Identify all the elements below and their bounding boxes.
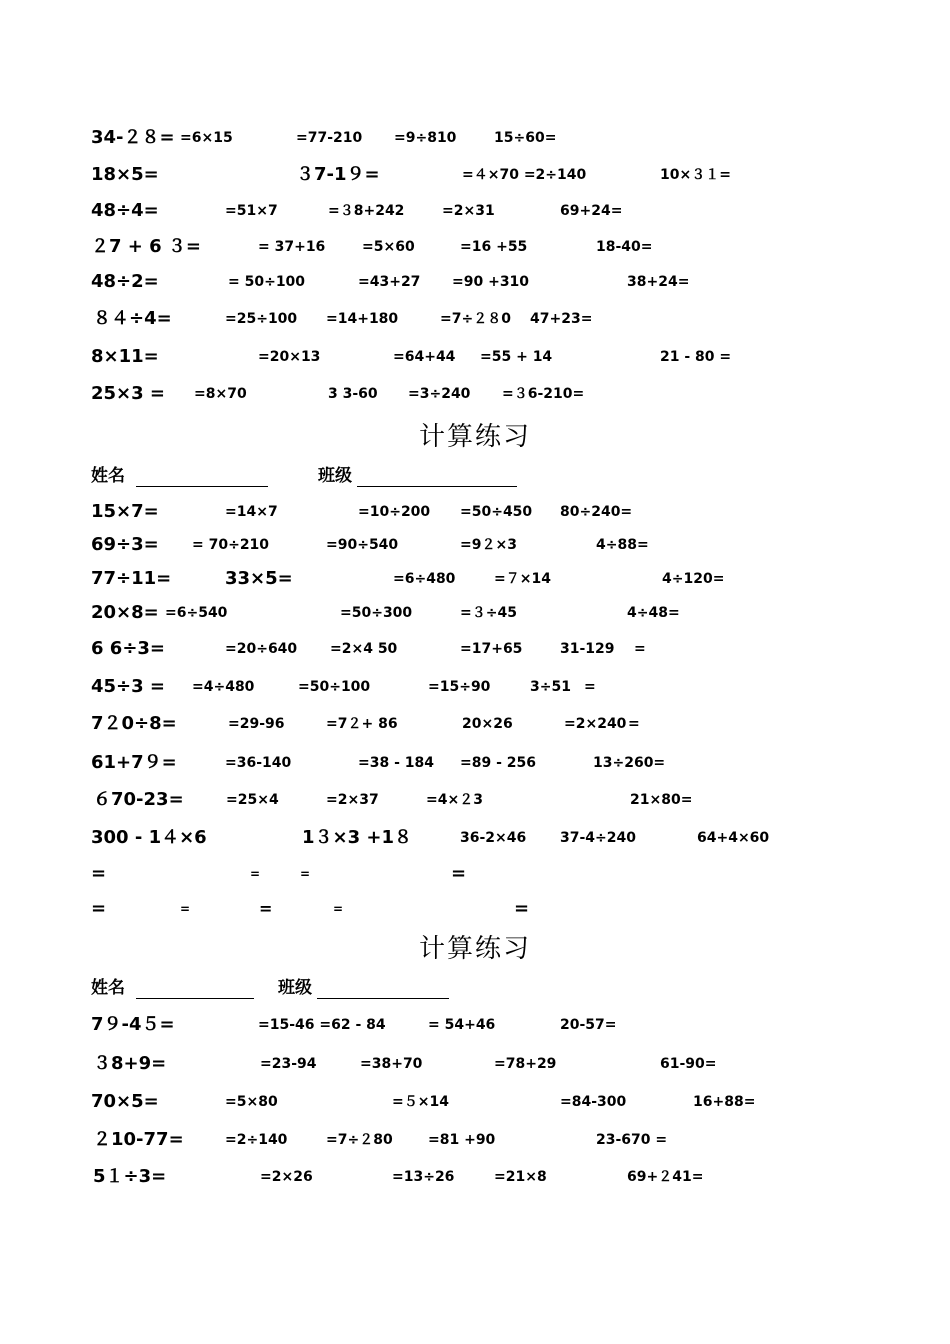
problem: 8×11= [91,346,159,367]
problem: =16 +55 [460,239,528,255]
problem: 1３×3 +1８ [302,827,413,848]
problem: 61+7９= [91,752,177,773]
problem: =2×240 [564,716,627,732]
problem: =14×7 [225,504,278,520]
problem: =4×２3 [426,792,483,808]
problem: 3÷51 [530,679,571,695]
problem: =9２×3 [460,537,517,553]
problem: =2×4 50 [330,641,398,657]
problem: =2×37 [326,792,379,808]
problem: =50÷450 [460,504,533,520]
problem: =25÷100 [225,311,298,327]
problem: 80÷240= [560,504,633,520]
problem: =25×4 [226,792,279,808]
problem: 15÷60= [494,130,557,146]
name-label: 姓名 [91,978,125,998]
problem: 5１÷3= [93,1166,167,1187]
problem: =51×7 [225,203,278,219]
problem: 36-2×46 [460,830,527,846]
problem-row [0,307,950,331]
class-label: 班级 [318,466,352,486]
problem: 38+24= [627,274,690,290]
problem-row [0,1165,950,1189]
problem: 18-40= [596,239,653,255]
problem: =90 +310 [452,274,530,290]
problem: =84-300 [560,1094,627,1110]
class-label: 班级 [278,978,312,998]
problem-row [0,533,950,557]
problem: =13÷26 [392,1169,455,1185]
problem: 21 - 80 = [660,349,732,365]
section-title: 计算练习 [418,934,531,964]
problem: 70×5= [91,1091,159,1112]
problem: =6÷480 [393,571,456,587]
problem-row [0,235,950,259]
problem-row [0,637,950,661]
problem-row [0,382,950,406]
problem: 21×80= [630,792,693,808]
problem: =15÷90 [428,679,491,695]
problem: 10×３１= [660,167,731,183]
name-blank [136,998,254,999]
problem: =50÷300 [340,605,413,621]
problem: 48÷2= [91,271,159,292]
problem: =7２+ 86 [326,716,398,732]
name-label: 姓名 [91,466,125,486]
problem: = [634,641,646,657]
problem: 18×5= [91,164,159,185]
problem: =38 - 184 [358,755,434,771]
problem: 16+88= [693,1094,756,1110]
problem: 15×7= [91,501,159,522]
problem: =6×15 [180,130,233,146]
problem: 69+24= [560,203,623,219]
problem: =78+29 [494,1056,557,1072]
problem: =5×60 [362,239,415,255]
problem: 7９-4５= [91,1014,175,1035]
problem: =6÷540 [165,605,228,621]
problem-row [0,163,950,187]
problem: = 50÷100 [228,274,306,290]
problem: = 37+16 [258,239,326,255]
problem: =2÷140 [225,1132,288,1148]
problem: =9÷810 [394,130,457,146]
problem: 300 - 1４×6 [91,827,207,848]
problem: =29-96 [228,716,285,732]
problem: = 54+46 [428,1017,496,1033]
problem: = [259,899,273,918]
problem: =17+65 [460,641,523,657]
problem: ３7-1９= [296,164,380,185]
problem: 33×5= [225,568,293,589]
problem: =90÷540 [326,537,399,553]
problem: = [91,863,107,884]
problem: 4÷48= [627,605,680,621]
problem: 20-57= [560,1017,617,1033]
problem: =77-210 [296,130,363,146]
problem: 13÷260= [593,755,666,771]
problem: 4÷88= [596,537,649,553]
problem-row [0,345,950,369]
problem: 4÷120= [662,571,725,587]
problem-row [0,1090,950,1114]
problem: =2×26 [260,1169,313,1185]
problem: = [584,679,596,695]
problem: =14+180 [326,311,399,327]
problem: 31-129 [560,641,615,657]
class-blank [317,998,449,999]
problem: =20×13 [258,349,321,365]
problem: =50÷100 [298,679,371,695]
problem: =7÷２80 [326,1132,393,1148]
problem: =３6-210= [502,386,585,402]
name-blank [136,486,268,487]
problem-row [0,751,950,775]
problem: = [628,716,640,732]
problem-row [0,675,950,699]
problem: =81 +90 [428,1132,496,1148]
problem: 77÷11= [91,568,172,589]
problem: =64+44 [393,349,456,365]
problem: = [300,867,311,881]
problem: 48÷4= [91,200,159,221]
problem-row [0,199,950,223]
problem: 45÷3 = [91,676,166,697]
problem: ８４÷4= [93,308,172,329]
problem: 23-670 = [596,1132,668,1148]
problem: 69÷3= [91,534,159,555]
problem: =10÷200 [358,504,431,520]
problem: 61-90= [660,1056,717,1072]
class-blank [357,486,517,487]
problem: 6 6÷3= [91,638,166,659]
problem: =７×14 [494,571,551,587]
problem: =21×8 [494,1169,547,1185]
section-title: 计算练习 [418,422,531,452]
problem: =15-46 =62 - 84 [258,1017,386,1033]
problem: =5×80 [225,1094,278,1110]
problem-row [0,500,950,524]
problem: =2×31 [442,203,495,219]
problem: = [451,863,467,884]
problem: =8×70 [194,386,247,402]
problem: 20×26 [462,716,513,732]
problem-row [0,601,950,625]
problem-row [0,270,950,294]
problem: =４×70 =2÷140 [462,167,587,183]
problem: = [91,898,107,919]
problem-row [0,126,950,150]
problem-row [0,826,950,850]
problem: 64+4×60 [697,830,770,846]
problem: ２7 + 6 ３= [91,236,202,257]
problem-row [0,897,950,921]
problem: 47+23= [530,311,593,327]
problem-row [0,1052,950,1076]
problem: = [514,898,530,919]
problem: = [250,867,261,881]
problem: =20÷640 [225,641,298,657]
problem-row [0,862,950,886]
problem: =５×14 [392,1094,449,1110]
problem: =55 + 14 [480,349,553,365]
problem-row [0,1128,950,1152]
problem-row [0,788,950,812]
problem: ３8+9= [93,1053,167,1074]
problem: 7２0÷8= [91,713,177,734]
problem: 3 3-60 [328,386,378,402]
problem: =３÷45 [460,605,517,621]
problem: =36-140 [225,755,292,771]
problem: 37-4÷240 [560,830,636,846]
problem: =43+27 [358,274,421,290]
problem: =7÷２８0 [440,311,511,327]
problem: = 70÷210 [192,537,270,553]
problem: =3÷240 [408,386,471,402]
problem-row [0,1013,950,1037]
problem: 25×3 = [91,383,166,404]
problem: = [333,902,344,916]
problem: =23-94 [260,1056,317,1072]
problem: =38+70 [360,1056,423,1072]
problem-row [0,712,950,736]
problem: =4÷480 [192,679,255,695]
problem: = [180,902,191,916]
problem: 34-２８= [91,127,175,148]
problem: 69+２41= [627,1169,704,1185]
problem: =89 - 256 [460,755,536,771]
problem: =３8+242 [328,203,405,219]
problem: ２10-77= [93,1129,184,1150]
problem: 20×8= [91,602,159,623]
problem: ６70-23= [93,789,184,810]
problem-row [0,567,950,591]
